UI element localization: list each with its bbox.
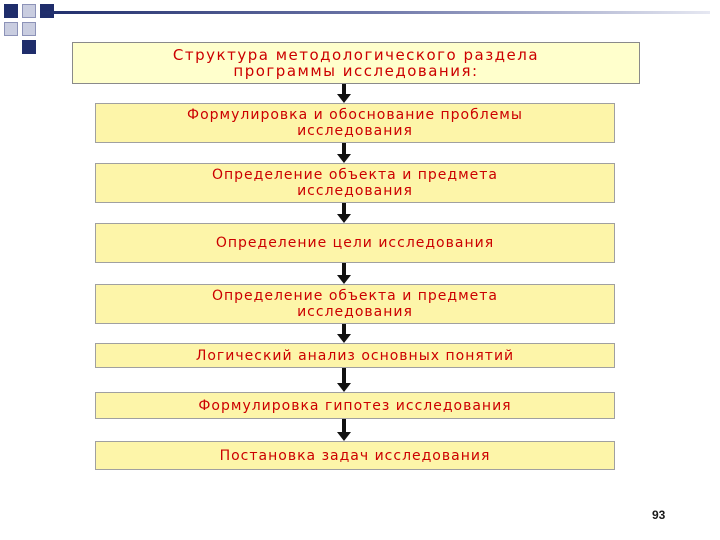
corner-square-light [4, 22, 18, 36]
flow-arrow [337, 203, 351, 223]
page-number: 93 [652, 508, 666, 522]
step-1-line-1: Формулировка и обоснование проблемы [187, 107, 523, 123]
corner-square-dark [4, 4, 18, 18]
step-box-5 [95, 343, 615, 368]
corner-square-light [22, 22, 36, 36]
step-box-4 [95, 284, 615, 324]
diagram-title-box [72, 42, 640, 84]
step-7-line-1: Постановка задач исследования [219, 447, 491, 464]
header-gradient-bar [40, 11, 710, 14]
corner-square-light [22, 4, 36, 18]
corner-square-dark [22, 40, 36, 54]
diagram-title-line-2: программы исследования: [233, 62, 479, 80]
step-2-line-2: исследования [297, 183, 413, 199]
diagram-title-line-1: Структура методологического раздела [172, 46, 540, 64]
step-4-line-1: Определение объекта и предмета [212, 288, 498, 304]
flow-arrow [337, 84, 351, 103]
step-box-2 [95, 163, 615, 203]
step-2-line-1: Определение объекта и предмета [212, 167, 498, 183]
flow-arrow [337, 263, 351, 284]
flow-arrow [337, 324, 351, 343]
step-box-3 [95, 223, 615, 263]
step-1-line-2: исследования [297, 123, 413, 139]
flow-arrow [337, 419, 351, 441]
step-6-line-1: Формулировка гипотез исследования [198, 397, 512, 414]
step-box-1 [95, 103, 615, 143]
step-3-line-1: Определение цели исследования [215, 235, 495, 251]
step-box-6 [95, 392, 615, 419]
step-5-line-1: Логический анализ основных понятий [195, 347, 515, 364]
step-box-7 [95, 441, 615, 470]
step-4-line-2: исследования [297, 304, 413, 320]
flow-arrow [337, 368, 351, 392]
flow-arrow [337, 143, 351, 163]
